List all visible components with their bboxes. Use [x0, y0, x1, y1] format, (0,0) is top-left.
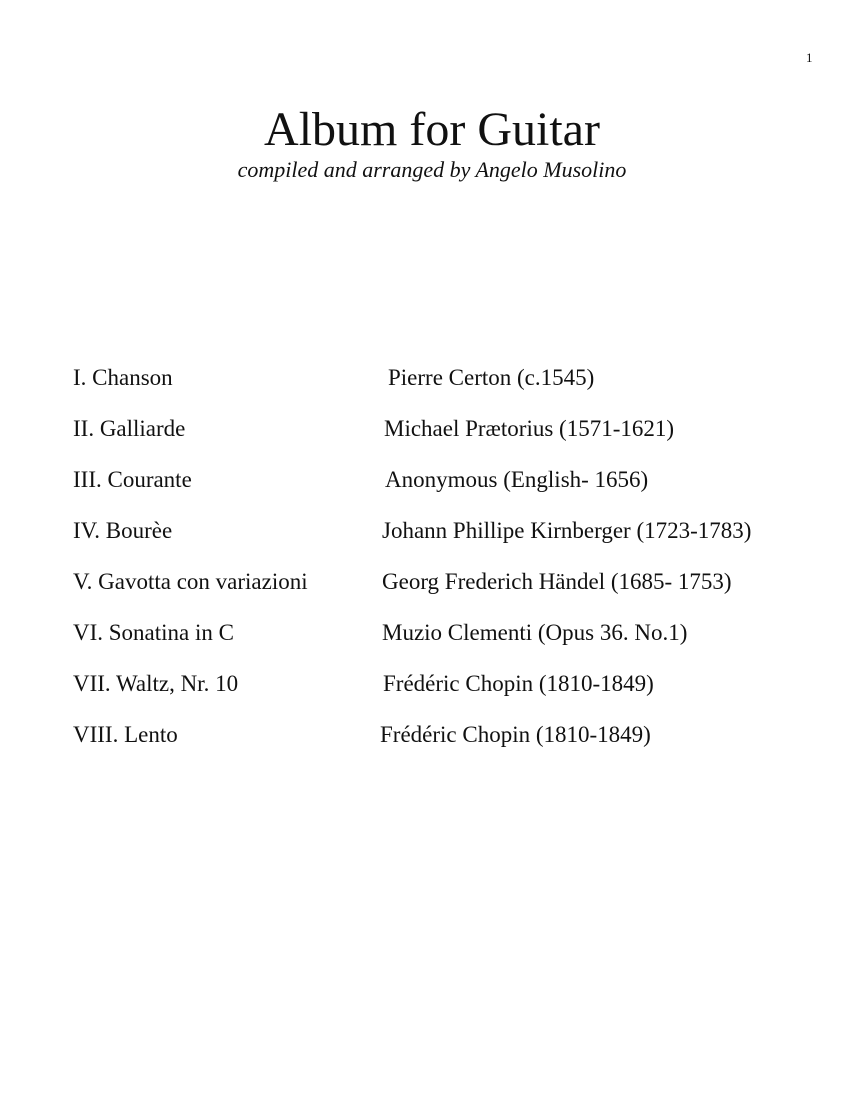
piece-composer: Pierre Certon (c.1545): [388, 365, 595, 390]
table-of-contents: [73, 363, 853, 771]
toc-row: [73, 618, 853, 669]
piece-title: III. Courante: [73, 467, 192, 492]
toc-row: [73, 516, 853, 567]
piece-title: VII. Waltz, Nr. 10: [73, 671, 239, 696]
toc-row: [73, 414, 853, 465]
piece-title: II. Galliarde: [73, 416, 186, 441]
toc-row: [73, 567, 853, 618]
toc-row: [73, 669, 853, 720]
piece-title: I. Chanson: [73, 365, 173, 390]
toc-row: [73, 465, 853, 516]
toc-row: [73, 363, 853, 414]
piece-composer: Georg Frederich Händel (1685- 1753): [382, 569, 732, 594]
page-subtitle: compiled and arranged by Angelo Musolino: [237, 157, 627, 182]
piece-title: V. Gavotta con variazioni: [73, 569, 308, 594]
piece-composer: Frédéric Chopin (1810-1849): [383, 671, 654, 696]
piece-composer: Muzio Clementi (Opus 36. No.1): [382, 620, 688, 645]
toc-row: [73, 720, 853, 771]
piece-composer: Michael Prætorius (1571-1621): [384, 416, 675, 441]
piece-title: IV. Bourèe: [73, 518, 173, 543]
page-number: 1: [806, 50, 813, 65]
page-title: Album for Guitar: [264, 103, 600, 156]
piece-composer: Anonymous (English- 1656): [385, 467, 649, 492]
piece-title: VI. Sonatina in C: [73, 620, 234, 645]
piece-composer: Frédéric Chopin (1810-1849): [380, 722, 651, 747]
piece-composer: Johann Phillipe Kirnberger (1723-1783): [382, 518, 752, 543]
piece-title: VIII. Lento: [73, 722, 178, 747]
